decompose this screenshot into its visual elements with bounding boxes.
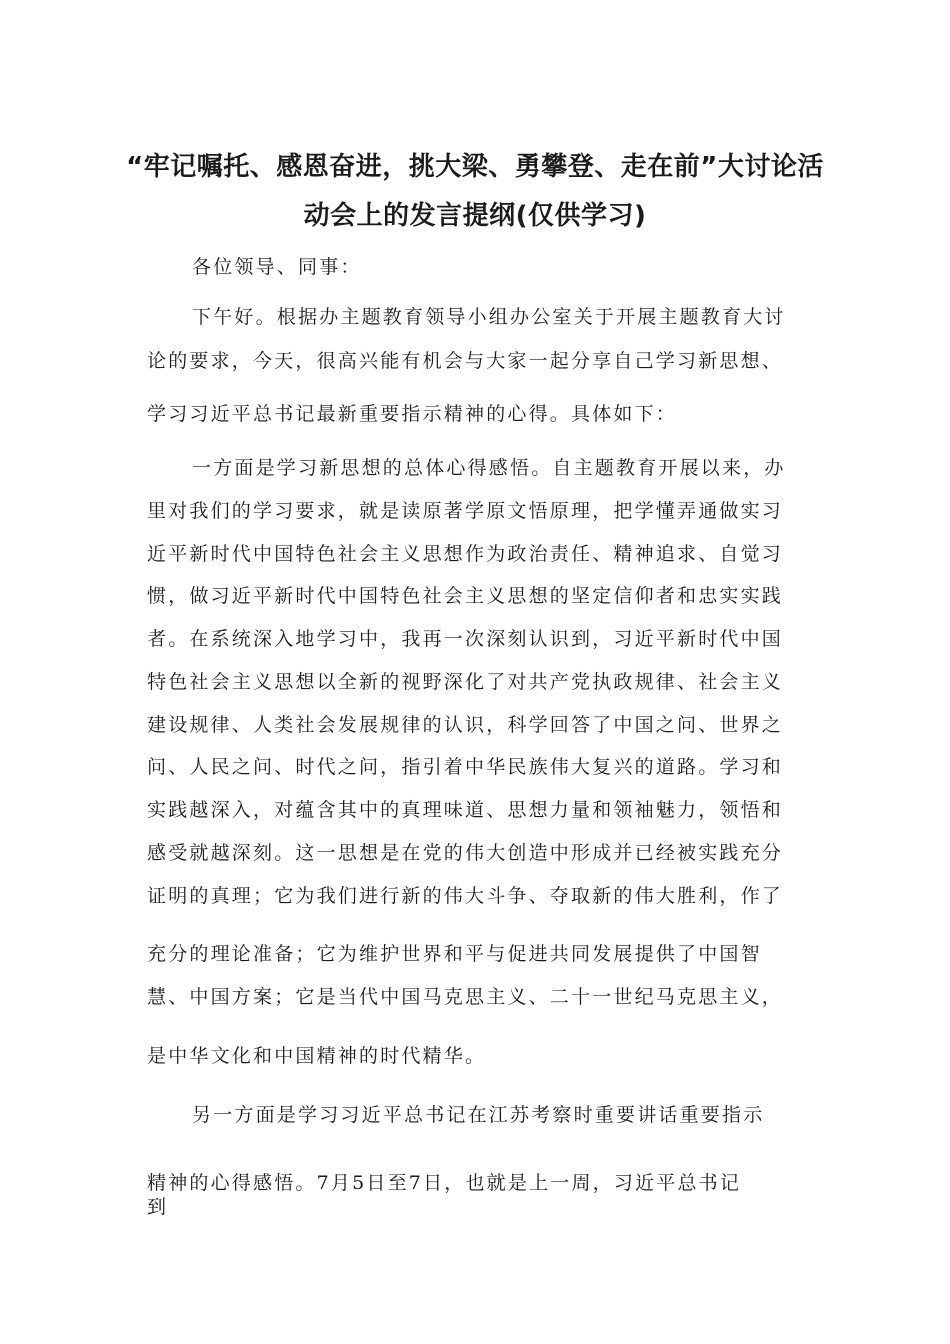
paragraph-line: 实践越深入，对蕴含其中的真理味道、思想力量和领袖魅力，领悟和 (147, 799, 784, 821)
document-title-line-2: 动会上的发言提纲(仅供学习) (303, 201, 647, 231)
document-title-line-1: “牢记嘱托、感恩奋进，挑大梁、勇攀登、走在前”大讨论活 (126, 152, 824, 182)
paragraph-line: 证明的真理；它为我们进行新的伟大斗争、夺取新的伟大胜利，作了 (147, 885, 784, 907)
paragraph-line: 论的要求，今天，很高兴能有机会与大家一起分享自己学习新思想、 (147, 350, 784, 372)
paragraph-line: 近平新时代中国特色社会主义思想作为政治责任、精神追求、自觉习 (147, 543, 784, 565)
paragraph-line: 问、人民之问、时代之问，指引着中华民族伟大复兴的道路。学习和 (147, 756, 784, 778)
paragraph-line: 另一方面是学习习近平总书记在江苏考察时重要讲话重要指示 (192, 1104, 765, 1126)
paragraph-line: 建设规律、人类社会发展规律的认识，科学回答了中国之问、世界之 (147, 714, 784, 736)
paragraph-line: 是中华文化和中国精神的时代精华。 (147, 1045, 487, 1067)
paragraph-line: 充分的理论准备；它为维护世界和平与促进共同发展提供了中国智 (147, 943, 762, 965)
paragraph-line: 里对我们的学习要求，就是读原著学原文悟原理，把学懂弄通做实习 (147, 500, 784, 522)
paragraph-line: 学习习近平总书记最新重要指示精神的心得。具体如下： (147, 403, 678, 425)
paragraph-line: 精神的心得感悟。7月5日至7日，也就是上一周，习近平总书记 (147, 1172, 742, 1194)
paragraph-line: 惯，做习近平新时代中国特色社会主义思想的坚定信仰者和忠实实践 (147, 585, 784, 607)
paragraph-line: 特色社会主义思想以全新的视野深化了对共产党执政规律、社会主义 (147, 671, 784, 693)
paragraph-line: 下午好。根据办主题教育领导小组办公室关于开展主题教育大讨 (192, 306, 786, 328)
paragraph-line: 到 (147, 1196, 169, 1218)
paragraph-line: 感受就越深刻。这一思想是在党的伟大创造中形成并已经被实践充分 (147, 842, 784, 864)
salutation: 各位领导、同事： (192, 256, 362, 278)
paragraph-line: 者。在系统深入地学习中，我再一次深刻认识到，习近平新时代中国 (147, 628, 784, 650)
paragraph-line: 慧、中国方案；它是当代中国马克思主义、二十一世纪马克思主义， (147, 986, 784, 1008)
paragraph-line: 一方面是学习新思想的总体心得感悟。自主题教育开展以来，办 (192, 457, 786, 479)
